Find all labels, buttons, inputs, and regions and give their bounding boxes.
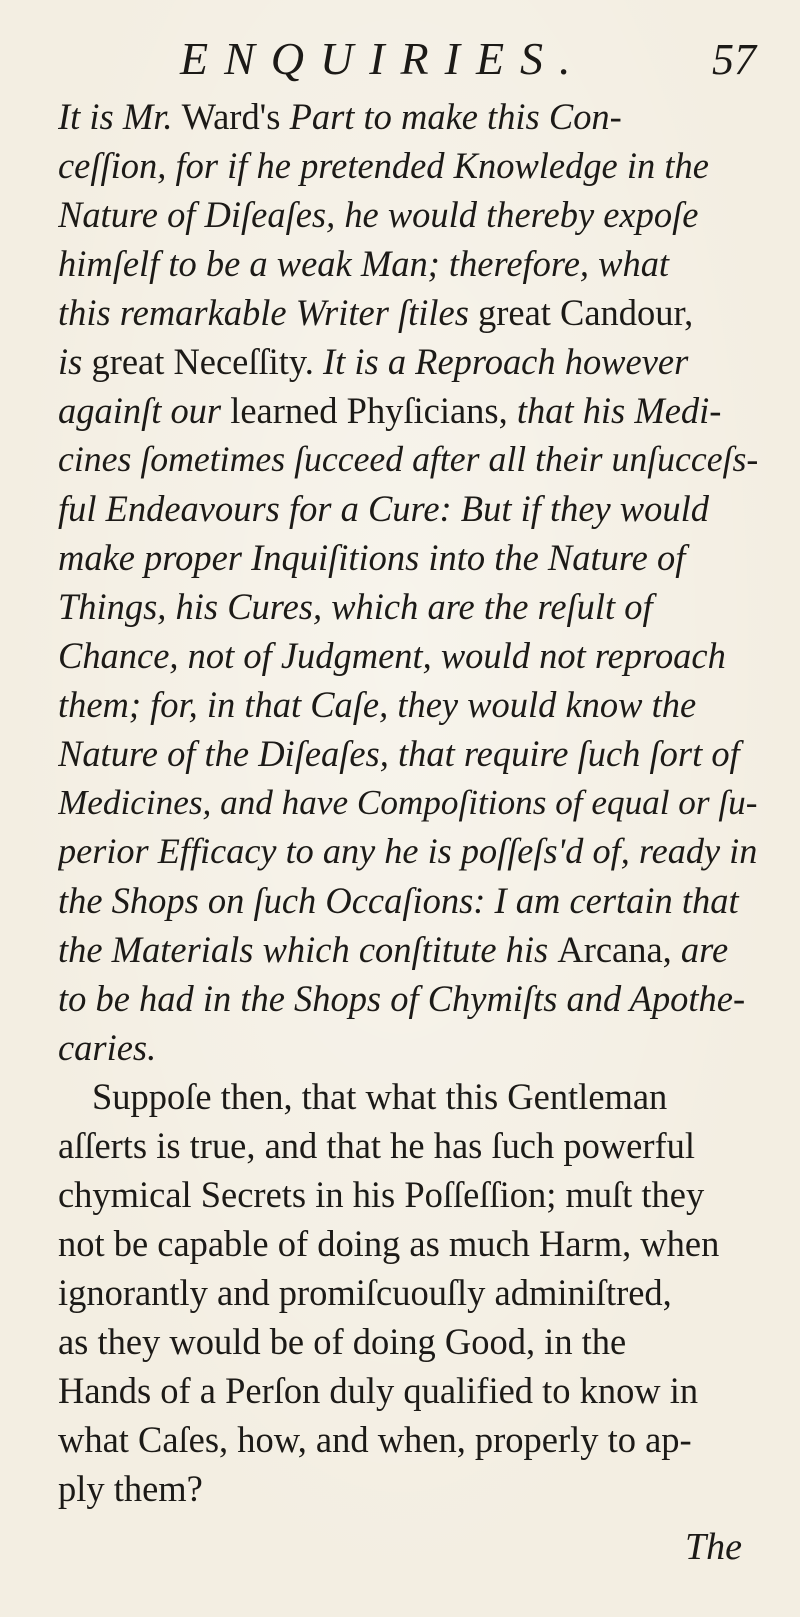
text-line: [58, 239, 768, 288]
roman-text: not be capable of doing as much Harm, when: [58, 1223, 720, 1264]
italic-text: to be had in the Shops of Chymiſts and Apothe-: [58, 978, 746, 1019]
page-number: 57: [712, 35, 756, 84]
text-line: [58, 1415, 768, 1464]
text-line: [58, 484, 768, 533]
italic-text: this remarkable Writer ſtiles: [58, 292, 479, 333]
italic-text: that his Medi-: [516, 390, 722, 431]
roman-text: chymical Secrets in his Poſſeſſion; muſt they: [58, 1174, 705, 1215]
text-line: [58, 1072, 768, 1121]
text-line: [58, 1170, 768, 1219]
text-line: [58, 827, 768, 876]
text-line: [58, 1464, 768, 1513]
text-line: [58, 582, 768, 631]
italic-text: cines ſometimes ſucceed after all their unſucceſs-: [58, 439, 759, 479]
text-line: [58, 1317, 768, 1366]
text-line: [58, 778, 768, 827]
text-line: [58, 533, 768, 582]
italic-text: ceſſion, for if he pretended Knowledge in the: [58, 145, 709, 186]
text-line: [58, 1121, 768, 1170]
italic-text: the Materials which conſtitute his: [58, 929, 558, 970]
roman-text: ply them?: [58, 1468, 203, 1509]
italic-text: Medicines, and have Compoſitions of equal or ſu-: [58, 783, 758, 822]
text-line: [58, 631, 768, 680]
italic-text: the Shops on ſuch Occaſions: I am certain that: [58, 880, 739, 921]
text-line: [58, 435, 768, 484]
text-line: [58, 337, 768, 386]
italic-text: make proper Inquiſitions into the Nature of: [58, 537, 686, 578]
roman-text: as they would be of doing Good, in the: [58, 1321, 627, 1362]
body-text: [58, 92, 768, 1513]
italic-text: Part to make this Con-: [289, 96, 622, 137]
italic-text: Nature of Diſeaſes, he would thereby expoſe: [58, 194, 699, 235]
roman-text: Hands of a Perſon duly qualified to know in: [58, 1370, 699, 1411]
text-line: [58, 92, 768, 141]
text-line: [58, 386, 768, 435]
roman-text: aſſerts is true, and that he has ſuch powerful: [58, 1125, 695, 1166]
text-line: [58, 680, 768, 729]
italic-text: Nature of the Diſeaſes, that require ſuch ſort of: [58, 733, 740, 774]
catchword: The: [685, 1526, 742, 1568]
italic-text: perior Efficacy to any he is poſſeſs'd of, ready in: [58, 831, 758, 871]
italic-text: is: [58, 341, 92, 382]
text-line: [58, 1366, 768, 1415]
roman-text: Ward's: [181, 96, 290, 137]
page-header: [0, 22, 800, 82]
italic-text: caries.: [58, 1027, 157, 1068]
roman-text: what Caſes, how, and when, properly to ap-: [58, 1419, 692, 1460]
italic-text: Things, his Cures, which are the reſult of: [58, 586, 653, 627]
text-line: [58, 729, 768, 778]
roman-text: great Candour,: [478, 292, 694, 333]
italic-text: It is a Reproach however: [322, 341, 689, 382]
roman-text: Suppoſe then, that what this Gentleman: [92, 1076, 668, 1117]
italic-text: Chance, not of Judgment, would not reproach: [58, 635, 726, 676]
roman-text: learned Phyſicians,: [230, 390, 517, 431]
italic-text: againſt our: [58, 390, 231, 431]
text-line: [58, 141, 768, 190]
italic-text: them; for, in that Caſe, they would know the: [58, 684, 697, 725]
italic-text: ful Endeavours for a Cure: But if they would: [58, 488, 709, 529]
italic-text: himſelf to be a weak Man; therefore, what: [58, 243, 670, 284]
roman-text: ignorantly and promiſcuouſly adminiſtred,: [58, 1272, 672, 1313]
italic-text: are: [680, 929, 729, 970]
text-line: [58, 1268, 768, 1317]
italic-text: It is Mr.: [58, 96, 182, 137]
text-line: [58, 288, 768, 337]
text-line: [58, 925, 768, 974]
text-line: [58, 974, 768, 1023]
running-head: ENQUIRIES.: [180, 33, 587, 84]
roman-text: great Neceſſity.: [91, 341, 323, 382]
text-line: [58, 876, 768, 925]
text-line: [58, 190, 768, 239]
roman-text: Arcana,: [557, 929, 681, 970]
text-line: [58, 1219, 768, 1268]
text-line: [58, 1023, 768, 1072]
